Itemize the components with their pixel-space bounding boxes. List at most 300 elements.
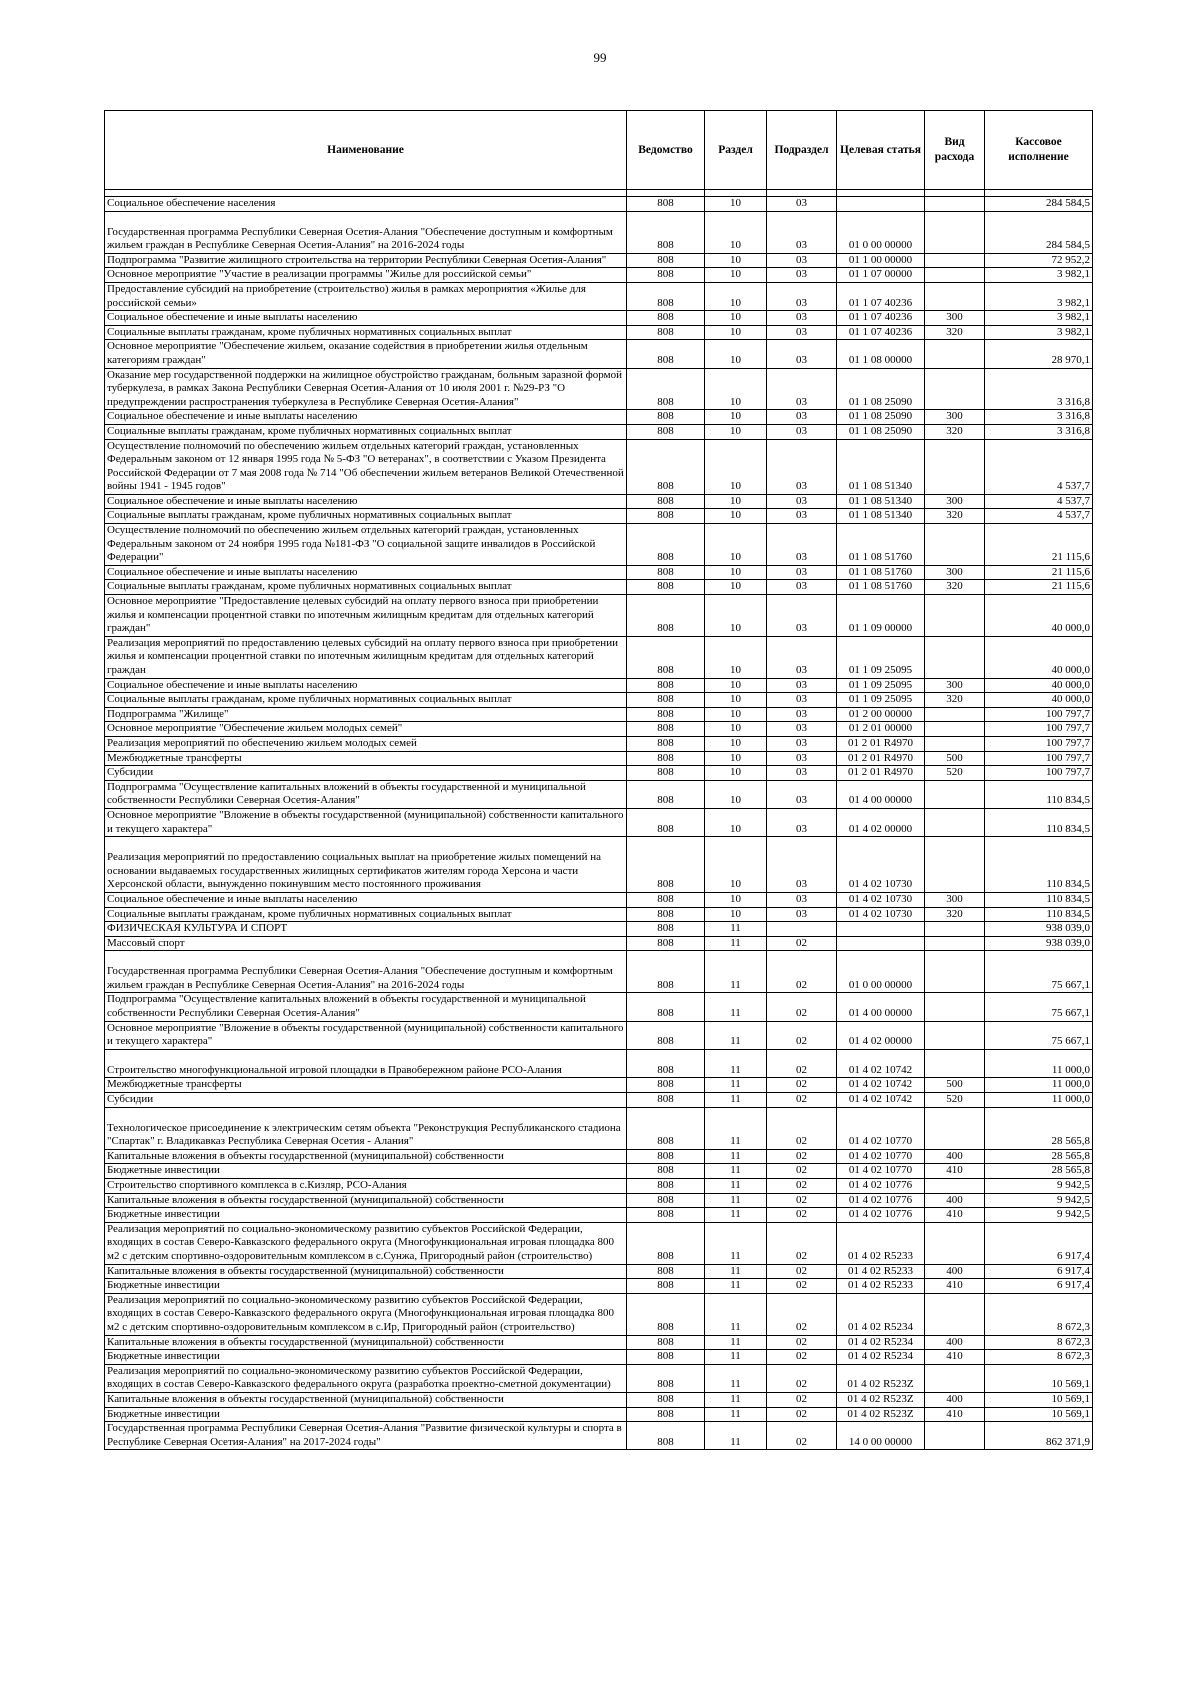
table-row bbox=[105, 951, 1093, 993]
cell-vid-rashoda: 400 bbox=[925, 1193, 985, 1208]
cell-podrazdel: 03 bbox=[767, 340, 837, 368]
cell-podrazdel: 03 bbox=[767, 595, 837, 637]
cell-vedomstvo: 808 bbox=[627, 678, 705, 693]
cell-podrazdel: 02 bbox=[767, 1049, 837, 1078]
cell-razdel: 10 bbox=[705, 325, 767, 340]
cell-vid-rashoda: 410 bbox=[925, 1279, 985, 1294]
cell-podrazdel: 02 bbox=[767, 936, 837, 951]
cell-kassovoe-ispolnenie: 100 797,7 bbox=[985, 722, 1093, 737]
cell-vedomstvo: 808 bbox=[627, 892, 705, 907]
table-row bbox=[105, 509, 1093, 524]
cell-vedomstvo: 808 bbox=[627, 282, 705, 310]
cell-vid-rashoda: 410 bbox=[925, 1350, 985, 1365]
cell-razdel: 11 bbox=[705, 1107, 767, 1149]
cell-name: Бюджетные инвестиции bbox=[105, 1407, 627, 1422]
cell-podrazdel: 03 bbox=[767, 368, 837, 410]
cell-razdel: 10 bbox=[705, 524, 767, 566]
table-row bbox=[105, 678, 1093, 693]
cell-vid-rashoda: 320 bbox=[925, 907, 985, 922]
cell-razdel: 11 bbox=[705, 936, 767, 951]
cell-name: Государственная программа Республики Северная Осетия-Алания "Обеспечение доступным и комфортным жильем граждан в Республике Северная Осетия-Алания" на 2016-2024 годы bbox=[105, 211, 627, 253]
cell-vid-rashoda: 320 bbox=[925, 509, 985, 524]
table-row bbox=[105, 1049, 1093, 1078]
cell-kassovoe-ispolnenie: 3 982,1 bbox=[985, 282, 1093, 310]
cell-vedomstvo: 808 bbox=[627, 736, 705, 751]
cell-kassovoe-ispolnenie: 862 371,9 bbox=[985, 1422, 1093, 1450]
cell-name: Предоставление субсидий на приобретение (строительство) жилья в рамках мероприятия «Жилье для российской семьи» bbox=[105, 282, 627, 310]
cell-podrazdel: 02 bbox=[767, 1021, 837, 1049]
cell-vedomstvo: 808 bbox=[627, 1208, 705, 1223]
cell-vid-rashoda: 400 bbox=[925, 1335, 985, 1350]
cell-vid-rashoda bbox=[925, 837, 985, 893]
cell-vid-rashoda: 520 bbox=[925, 1093, 985, 1108]
cell-vedomstvo: 808 bbox=[627, 253, 705, 268]
cell-name: Реализация мероприятий по социально-экономическому развитию субъектов Российской Федерации, входящих в состав Северо-Кавказского федерального округа (Многофункциональная игровая площадка 800 м2 с детским спортивно-оздоровительным комплексом в с.Сунжа, Пригородный район (строительство) bbox=[105, 1222, 627, 1264]
cell-razdel: 10 bbox=[705, 410, 767, 425]
cell-razdel: 11 bbox=[705, 951, 767, 993]
cell-vedomstvo: 808 bbox=[627, 636, 705, 678]
cell-name: Подпрограмма "Осуществление капитальных вложений в объекты государственной и муниципальной собственности Республики Северная Осетия-Алания" bbox=[105, 993, 627, 1021]
cell-kassovoe-ispolnenie: 4 537,7 bbox=[985, 494, 1093, 509]
cell-vid-rashoda: 300 bbox=[925, 311, 985, 326]
cell-podrazdel: 03 bbox=[767, 524, 837, 566]
cell-podrazdel: 02 bbox=[767, 993, 837, 1021]
cell-celevaya-statya: 01 4 02 10730 bbox=[837, 837, 925, 893]
cell-celevaya-statya: 01 2 00 00000 bbox=[837, 707, 925, 722]
cell-vedomstvo: 808 bbox=[627, 1350, 705, 1365]
cell-vedomstvo: 808 bbox=[627, 1193, 705, 1208]
cell-podrazdel: 02 bbox=[767, 1222, 837, 1264]
cell-razdel: 10 bbox=[705, 565, 767, 580]
cell-podrazdel: 03 bbox=[767, 837, 837, 893]
cell-podrazdel: 03 bbox=[767, 751, 837, 766]
cell-celevaya-statya bbox=[837, 922, 925, 937]
cell-kassovoe-ispolnenie: 110 834,5 bbox=[985, 892, 1093, 907]
cell-vid-rashoda: 410 bbox=[925, 1407, 985, 1422]
cell-celevaya-statya: 01 4 02 R5234 bbox=[837, 1335, 925, 1350]
table-row bbox=[105, 1208, 1093, 1223]
cell-name: Государственная программа Республики Северная Осетия-Алания "Развитие физической культуры и спорта в Республике Северная Осетия-Алания" на 2017-2024 годы" bbox=[105, 1422, 627, 1450]
cell-podrazdel: 03 bbox=[767, 678, 837, 693]
cell-razdel: 10 bbox=[705, 580, 767, 595]
cell-kassovoe-ispolnenie: 110 834,5 bbox=[985, 837, 1093, 893]
table-body bbox=[105, 190, 1093, 1450]
cell-razdel: 11 bbox=[705, 1208, 767, 1223]
cell-vedomstvo: 808 bbox=[627, 595, 705, 637]
cell-name: Массовый спорт bbox=[105, 936, 627, 951]
table-row bbox=[105, 837, 1093, 893]
cell-name: Основное мероприятие "Обеспечение жильем молодых семей" bbox=[105, 722, 627, 737]
cell-vid-rashoda: 400 bbox=[925, 1264, 985, 1279]
cell-name: Подпрограмма "Жилище" bbox=[105, 707, 627, 722]
cell-kassovoe-ispolnenie: 75 667,1 bbox=[985, 993, 1093, 1021]
table-row bbox=[105, 325, 1093, 340]
cell-vid-rashoda bbox=[925, 808, 985, 836]
cell-kassovoe-ispolnenie: 40 000,0 bbox=[985, 595, 1093, 637]
cell-kassovoe-ispolnenie: 40 000,0 bbox=[985, 693, 1093, 708]
cell-razdel: 11 bbox=[705, 1149, 767, 1164]
cell-kassovoe-ispolnenie: 9 942,5 bbox=[985, 1179, 1093, 1194]
cell-celevaya-statya: 01 2 01 R4970 bbox=[837, 766, 925, 781]
cell-celevaya-statya: 01 4 02 10770 bbox=[837, 1164, 925, 1179]
cell-vedomstvo: 808 bbox=[627, 936, 705, 951]
gap-cell bbox=[767, 190, 837, 197]
cell-vid-rashoda bbox=[925, 1293, 985, 1335]
cell-vedomstvo: 808 bbox=[627, 1078, 705, 1093]
col-header-vid-rashoda: Вид расхода bbox=[925, 111, 985, 190]
cell-name: Строительство многофункциональной игровой площадки в Правобережном районе РСО-Алания bbox=[105, 1049, 627, 1078]
cell-podrazdel: 02 bbox=[767, 1164, 837, 1179]
cell-vedomstvo: 808 bbox=[627, 1264, 705, 1279]
budget-table bbox=[104, 110, 1093, 1450]
cell-kassovoe-ispolnenie: 11 000,0 bbox=[985, 1078, 1093, 1093]
cell-name: Технологическое присоединение к электрическим сетям объекта "Реконструкция Республиканского стадиона "Спартак" г. Владикавказ Республика Северная Осетия - Алания" bbox=[105, 1107, 627, 1149]
cell-celevaya-statya: 01 4 02 R5233 bbox=[837, 1279, 925, 1294]
cell-vedomstvo: 808 bbox=[627, 837, 705, 893]
cell-podrazdel: 02 bbox=[767, 1193, 837, 1208]
cell-razdel: 10 bbox=[705, 707, 767, 722]
cell-name: Социальные выплаты гражданам, кроме публичных нормативных социальных выплат bbox=[105, 580, 627, 595]
cell-celevaya-statya: 01 1 00 00000 bbox=[837, 253, 925, 268]
table-row bbox=[105, 1107, 1093, 1149]
cell-name: Осуществление полномочий по обеспечению жильем отдельных категорий граждан, установленных Федеральным законом от 12 января 1995 года № 5-ФЗ "О ветеранах", в соответствии с Указом Президента Российской Федерации от 7 мая 2008 года № 714 "Об обеспечении жильем ветеранов Великой Отечественной войны 1941 - 1945 годов" bbox=[105, 439, 627, 494]
table-row bbox=[105, 636, 1093, 678]
cell-podrazdel: 03 bbox=[767, 693, 837, 708]
cell-vedomstvo: 808 bbox=[627, 922, 705, 937]
cell-kassovoe-ispolnenie: 40 000,0 bbox=[985, 636, 1093, 678]
cell-podrazdel: 02 bbox=[767, 1149, 837, 1164]
table-row bbox=[105, 211, 1093, 253]
cell-vid-rashoda bbox=[925, 951, 985, 993]
cell-vedomstvo: 808 bbox=[627, 1407, 705, 1422]
cell-kassovoe-ispolnenie: 3 316,8 bbox=[985, 368, 1093, 410]
cell-podrazdel: 03 bbox=[767, 636, 837, 678]
cell-vid-rashoda bbox=[925, 636, 985, 678]
table-row bbox=[105, 1293, 1093, 1335]
cell-podrazdel: 03 bbox=[767, 780, 837, 808]
cell-podrazdel: 03 bbox=[767, 808, 837, 836]
cell-celevaya-statya: 01 4 02 00000 bbox=[837, 808, 925, 836]
cell-podrazdel: 03 bbox=[767, 253, 837, 268]
cell-vid-rashoda: 520 bbox=[925, 766, 985, 781]
gap-cell bbox=[925, 190, 985, 197]
table-row bbox=[105, 993, 1093, 1021]
table-row bbox=[105, 424, 1093, 439]
cell-name: Реализация мероприятий по предоставлению целевых субсидий на оплату первого взноса при приобретении жилья и компенсации процентной ставки по ипотечным жилищным кредитам для отдельных категорий граждан bbox=[105, 636, 627, 678]
cell-podrazdel: 03 bbox=[767, 722, 837, 737]
cell-razdel: 10 bbox=[705, 766, 767, 781]
col-header-razdel: Раздел bbox=[705, 111, 767, 190]
table-row bbox=[105, 439, 1093, 494]
table-row bbox=[105, 1179, 1093, 1194]
cell-celevaya-statya: 14 0 00 00000 bbox=[837, 1422, 925, 1450]
cell-kassovoe-ispolnenie: 9 942,5 bbox=[985, 1208, 1093, 1223]
cell-vid-rashoda: 500 bbox=[925, 751, 985, 766]
cell-razdel: 10 bbox=[705, 211, 767, 253]
cell-vid-rashoda bbox=[925, 1364, 985, 1392]
cell-podrazdel: 02 bbox=[767, 1208, 837, 1223]
cell-kassovoe-ispolnenie: 100 797,7 bbox=[985, 736, 1093, 751]
cell-podrazdel: 02 bbox=[767, 1422, 837, 1450]
cell-name: Социальное обеспечение и иные выплаты населению bbox=[105, 494, 627, 509]
cell-razdel: 11 bbox=[705, 1164, 767, 1179]
cell-name: Субсидии bbox=[105, 766, 627, 781]
cell-name: Подпрограмма "Развитие жилищного строительства на территории Республики Северная Осетия-Алания" bbox=[105, 253, 627, 268]
cell-vid-rashoda bbox=[925, 595, 985, 637]
cell-vid-rashoda bbox=[925, 268, 985, 283]
table-row bbox=[105, 892, 1093, 907]
cell-kassovoe-ispolnenie: 75 667,1 bbox=[985, 951, 1093, 993]
cell-razdel: 10 bbox=[705, 253, 767, 268]
cell-vid-rashoda: 300 bbox=[925, 678, 985, 693]
table-header-row bbox=[105, 111, 1093, 190]
cell-razdel: 10 bbox=[705, 509, 767, 524]
cell-celevaya-statya: 01 4 02 10742 bbox=[837, 1078, 925, 1093]
cell-podrazdel: 03 bbox=[767, 439, 837, 494]
cell-razdel: 11 bbox=[705, 1279, 767, 1294]
table-row bbox=[105, 1335, 1093, 1350]
cell-celevaya-statya: 01 1 09 25095 bbox=[837, 636, 925, 678]
cell-vedomstvo: 808 bbox=[627, 1293, 705, 1335]
cell-celevaya-statya: 01 1 07 40236 bbox=[837, 325, 925, 340]
cell-name: Основное мероприятие "Предоставление целевых субсидий на оплату первого взноса при приобретении жилья и компенсации процентной ставки по ипотечным жилищным кредитам для отдельных категорий граждан" bbox=[105, 595, 627, 637]
cell-vedomstvo: 808 bbox=[627, 565, 705, 580]
cell-celevaya-statya: 01 1 07 40236 bbox=[837, 282, 925, 310]
cell-podrazdel: 03 bbox=[767, 766, 837, 781]
cell-kassovoe-ispolnenie: 3 316,8 bbox=[985, 424, 1093, 439]
cell-vedomstvo: 808 bbox=[627, 808, 705, 836]
cell-razdel: 10 bbox=[705, 197, 767, 212]
cell-vedomstvo: 808 bbox=[627, 1021, 705, 1049]
cell-kassovoe-ispolnenie: 6 917,4 bbox=[985, 1264, 1093, 1279]
cell-vedomstvo: 808 bbox=[627, 707, 705, 722]
page-number: 99 bbox=[593, 50, 607, 65]
cell-vedomstvo: 808 bbox=[627, 368, 705, 410]
cell-vedomstvo: 808 bbox=[627, 197, 705, 212]
table-row bbox=[105, 1164, 1093, 1179]
cell-razdel: 10 bbox=[705, 595, 767, 637]
cell-name: Капитальные вложения в объекты государственной (муниципальной) собственности bbox=[105, 1392, 627, 1407]
cell-razdel: 10 bbox=[705, 424, 767, 439]
cell-celevaya-statya: 01 1 08 25090 bbox=[837, 424, 925, 439]
cell-vid-rashoda: 320 bbox=[925, 325, 985, 340]
gap-cell bbox=[105, 190, 627, 197]
cell-kassovoe-ispolnenie: 11 000,0 bbox=[985, 1093, 1093, 1108]
table-row bbox=[105, 1021, 1093, 1049]
cell-celevaya-statya: 01 4 02 R523Z bbox=[837, 1392, 925, 1407]
table-row bbox=[105, 1279, 1093, 1294]
cell-razdel: 10 bbox=[705, 892, 767, 907]
cell-podrazdel bbox=[767, 922, 837, 937]
cell-name: Социальное обеспечение и иные выплаты населению bbox=[105, 311, 627, 326]
cell-razdel: 11 bbox=[705, 1335, 767, 1350]
cell-name: Оказание мер государственной поддержки на жилищное обустройство гражданам, больным заразной формой туберкулеза, в рамках Закона Республики Северная Осетия-Алания от 10 июля 2001 г. №29-РЗ "О предупреждении распространения туберкулеза в Республике Северная Осетия-Алания" bbox=[105, 368, 627, 410]
cell-kassovoe-ispolnenie: 284 584,5 bbox=[985, 197, 1093, 212]
cell-celevaya-statya: 01 4 02 10776 bbox=[837, 1193, 925, 1208]
cell-kassovoe-ispolnenie: 110 834,5 bbox=[985, 907, 1093, 922]
cell-vedomstvo: 808 bbox=[627, 439, 705, 494]
cell-podrazdel: 02 bbox=[767, 1364, 837, 1392]
cell-vid-rashoda bbox=[925, 1049, 985, 1078]
cell-celevaya-statya: 01 4 02 10770 bbox=[837, 1107, 925, 1149]
table-row bbox=[105, 907, 1093, 922]
cell-kassovoe-ispolnenie: 100 797,7 bbox=[985, 751, 1093, 766]
cell-celevaya-statya: 01 2 01 R4970 bbox=[837, 751, 925, 766]
cell-vid-rashoda bbox=[925, 780, 985, 808]
cell-vedomstvo: 808 bbox=[627, 410, 705, 425]
cell-vid-rashoda: 320 bbox=[925, 693, 985, 708]
cell-razdel: 10 bbox=[705, 368, 767, 410]
cell-name: Основное мероприятие "Вложение в объекты государственной (муниципальной) собственности капитального и текущего характера" bbox=[105, 808, 627, 836]
cell-celevaya-statya: 01 4 02 10730 bbox=[837, 907, 925, 922]
cell-vid-rashoda bbox=[925, 197, 985, 212]
cell-podrazdel: 02 bbox=[767, 1335, 837, 1350]
cell-vid-rashoda bbox=[925, 707, 985, 722]
cell-celevaya-statya: 01 4 02 00000 bbox=[837, 1021, 925, 1049]
gap-cell bbox=[705, 190, 767, 197]
cell-razdel: 11 bbox=[705, 1407, 767, 1422]
cell-vedomstvo: 808 bbox=[627, 1392, 705, 1407]
cell-kassovoe-ispolnenie: 9 942,5 bbox=[985, 1193, 1093, 1208]
cell-kassovoe-ispolnenie: 10 569,1 bbox=[985, 1392, 1093, 1407]
cell-name: Межбюджетные трансферты bbox=[105, 1078, 627, 1093]
cell-name: Реализация мероприятий по обеспечению жильем молодых семей bbox=[105, 736, 627, 751]
cell-podrazdel: 03 bbox=[767, 424, 837, 439]
gap-cell bbox=[837, 190, 925, 197]
cell-razdel: 11 bbox=[705, 1078, 767, 1093]
cell-name: ФИЗИЧЕСКАЯ КУЛЬТУРА И СПОРТ bbox=[105, 922, 627, 937]
cell-kassovoe-ispolnenie: 72 952,2 bbox=[985, 253, 1093, 268]
cell-kassovoe-ispolnenie: 938 039,0 bbox=[985, 922, 1093, 937]
cell-kassovoe-ispolnenie: 100 797,7 bbox=[985, 766, 1093, 781]
table-row bbox=[105, 410, 1093, 425]
cell-celevaya-statya: 01 0 00 00000 bbox=[837, 951, 925, 993]
cell-vedomstvo: 808 bbox=[627, 1279, 705, 1294]
cell-kassovoe-ispolnenie: 10 569,1 bbox=[985, 1407, 1093, 1422]
cell-podrazdel: 03 bbox=[767, 197, 837, 212]
cell-razdel: 11 bbox=[705, 1021, 767, 1049]
cell-razdel: 10 bbox=[705, 678, 767, 693]
cell-vid-rashoda bbox=[925, 524, 985, 566]
cell-vedomstvo: 808 bbox=[627, 1222, 705, 1264]
cell-name: Капитальные вложения в объекты государственной (муниципальной) собственности bbox=[105, 1264, 627, 1279]
cell-name: Реализация мероприятий по социально-экономическому развитию субъектов Российской Федерации, входящих в состав Северо-Кавказского федерального округа (Многофункциональная игровая площадка 800 м2 с детским спортивно-оздоровительным комплексом в с.Ир, Пригородный район (строительство) bbox=[105, 1293, 627, 1335]
cell-celevaya-statya: 01 4 00 00000 bbox=[837, 780, 925, 808]
col-header-kassovoe-ispolnenie: Кассовое исполнение bbox=[985, 111, 1093, 190]
cell-name: Основное мероприятие "Участие в реализации программы "Жилье для российской семьи" bbox=[105, 268, 627, 283]
cell-vid-rashoda bbox=[925, 1222, 985, 1264]
cell-podrazdel: 02 bbox=[767, 1293, 837, 1335]
cell-podrazdel: 03 bbox=[767, 410, 837, 425]
cell-vid-rashoda: 320 bbox=[925, 424, 985, 439]
cell-podrazdel: 02 bbox=[767, 1407, 837, 1422]
cell-kassovoe-ispolnenie: 28 565,8 bbox=[985, 1164, 1093, 1179]
cell-podrazdel: 02 bbox=[767, 951, 837, 993]
cell-celevaya-statya: 01 1 08 51340 bbox=[837, 509, 925, 524]
cell-podrazdel: 03 bbox=[767, 892, 837, 907]
table-row bbox=[105, 936, 1093, 951]
cell-podrazdel: 02 bbox=[767, 1078, 837, 1093]
cell-vid-rashoda bbox=[925, 439, 985, 494]
cell-vid-rashoda: 300 bbox=[925, 565, 985, 580]
cell-podrazdel: 03 bbox=[767, 707, 837, 722]
cell-name: Основное мероприятие "Вложение в объекты государственной (муниципальной) собственности капитального и текущего характера" bbox=[105, 1021, 627, 1049]
cell-name: Основное мероприятие "Обеспечение жильем, оказание содействия в приобретении жилья отдельным категориям граждан" bbox=[105, 340, 627, 368]
cell-kassovoe-ispolnenie: 28 970,1 bbox=[985, 340, 1093, 368]
cell-razdel: 10 bbox=[705, 268, 767, 283]
table-row bbox=[105, 707, 1093, 722]
cell-vid-rashoda bbox=[925, 936, 985, 951]
cell-razdel: 10 bbox=[705, 780, 767, 808]
cell-celevaya-statya: 01 1 08 25090 bbox=[837, 368, 925, 410]
table-row bbox=[105, 1422, 1093, 1450]
table-row bbox=[105, 766, 1093, 781]
cell-razdel: 10 bbox=[705, 636, 767, 678]
cell-vedomstvo: 808 bbox=[627, 1179, 705, 1194]
table-row bbox=[105, 736, 1093, 751]
cell-podrazdel: 03 bbox=[767, 311, 837, 326]
cell-razdel: 11 bbox=[705, 1364, 767, 1392]
table-row bbox=[105, 494, 1093, 509]
cell-kassovoe-ispolnenie: 4 537,7 bbox=[985, 509, 1093, 524]
table-row bbox=[105, 1149, 1093, 1164]
cell-razdel: 10 bbox=[705, 907, 767, 922]
cell-vedomstvo: 808 bbox=[627, 1049, 705, 1078]
cell-celevaya-statya: 01 4 02 10742 bbox=[837, 1093, 925, 1108]
cell-vid-rashoda bbox=[925, 736, 985, 751]
cell-kassovoe-ispolnenie: 938 039,0 bbox=[985, 936, 1093, 951]
cell-vedomstvo: 808 bbox=[627, 766, 705, 781]
cell-celevaya-statya: 01 4 02 10742 bbox=[837, 1049, 925, 1078]
cell-celevaya-statya: 01 1 08 51340 bbox=[837, 494, 925, 509]
table-row bbox=[105, 751, 1093, 766]
cell-vedomstvo: 808 bbox=[627, 509, 705, 524]
cell-podrazdel: 03 bbox=[767, 907, 837, 922]
cell-name: Строительство спортивного комплекса в с.Кизляр, РСО-Алания bbox=[105, 1179, 627, 1194]
cell-name: Межбюджетные трансферты bbox=[105, 751, 627, 766]
cell-vedomstvo: 808 bbox=[627, 751, 705, 766]
cell-vid-rashoda: 410 bbox=[925, 1164, 985, 1179]
cell-vid-rashoda bbox=[925, 922, 985, 937]
cell-podrazdel: 02 bbox=[767, 1264, 837, 1279]
cell-vid-rashoda bbox=[925, 211, 985, 253]
cell-name: Бюджетные инвестиции bbox=[105, 1208, 627, 1223]
cell-podrazdel: 03 bbox=[767, 509, 837, 524]
cell-celevaya-statya: 01 1 08 51760 bbox=[837, 524, 925, 566]
table-row bbox=[105, 268, 1093, 283]
cell-celevaya-statya: 01 4 02 10730 bbox=[837, 892, 925, 907]
cell-kassovoe-ispolnenie: 3 316,8 bbox=[985, 410, 1093, 425]
cell-celevaya-statya: 01 4 02 10776 bbox=[837, 1208, 925, 1223]
table-row bbox=[105, 524, 1093, 566]
cell-podrazdel: 03 bbox=[767, 282, 837, 310]
table-row bbox=[105, 368, 1093, 410]
cell-kassovoe-ispolnenie: 6 917,4 bbox=[985, 1222, 1093, 1264]
cell-razdel: 10 bbox=[705, 751, 767, 766]
cell-vedomstvo: 808 bbox=[627, 907, 705, 922]
cell-kassovoe-ispolnenie: 100 797,7 bbox=[985, 707, 1093, 722]
cell-celevaya-statya: 01 2 01 00000 bbox=[837, 722, 925, 737]
table-row bbox=[105, 1392, 1093, 1407]
gap-cell bbox=[627, 190, 705, 197]
cell-podrazdel: 02 bbox=[767, 1093, 837, 1108]
cell-vedomstvo: 808 bbox=[627, 1422, 705, 1450]
cell-vedomstvo: 808 bbox=[627, 340, 705, 368]
table-row bbox=[105, 580, 1093, 595]
cell-vid-rashoda bbox=[925, 368, 985, 410]
cell-kassovoe-ispolnenie: 8 672,3 bbox=[985, 1293, 1093, 1335]
cell-vedomstvo: 808 bbox=[627, 325, 705, 340]
